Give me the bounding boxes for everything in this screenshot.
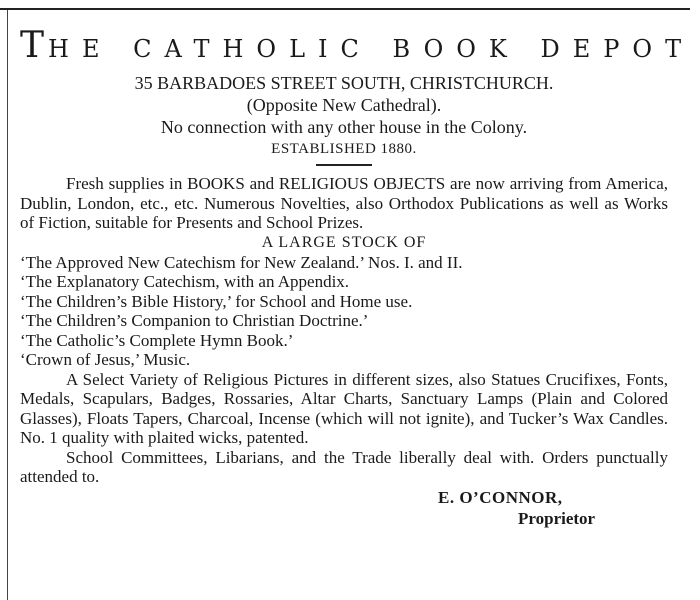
proprietor-name: E. O’CONNOR,	[438, 487, 563, 507]
stock-item: ‘The Children’s Companion to Christian Doctrine.’	[20, 311, 369, 330]
stock-item: ‘The Children’s Bible History,’ for School and Home use.	[20, 291, 413, 311]
stock-item: ‘The Approved New Catechism for New Zealand.’ Nos. I. and II.	[20, 252, 463, 272]
stock-item: ‘The Explanatory Catechism, with an Appendix.	[20, 272, 350, 291]
stock-item: ‘Crown of Jesus,’ Music.	[20, 350, 191, 369]
proprietor-title: Proprietor	[518, 508, 596, 528]
pictures-paragraph: A Select Variety of Religious Pictures in different sizes, also Statues Crucifixes, Fonts, Medals, Scapulars, Badges, Rossaries, Altar Charts, Sanctuary Lamps (Plain and Colored Glasses), Floats Tapers, Charcoal, Incense (which will not ignite), and Tucker’s Wax Candles. No. 1 quality with plaited wicks, patented.	[20, 369, 668, 447]
ad-title	[20, 25, 695, 72]
left-border-rule	[7, 10, 8, 600]
address-line: 35 BARBADOES STREET SOUTH, CHRISTCHURCH.	[134, 73, 554, 93]
location-note: (Opposite New Cathedral).	[246, 95, 442, 115]
title-initial: T	[20, 25, 49, 66]
established-line: ESTABLISHED 1880.	[271, 141, 417, 157]
committees-paragraph: School Committees, Libarians, and the Trade liberally deal with. Orders punctually attended to.	[20, 447, 668, 486]
disclaimer-line: No connection with any other house in the Colony.	[160, 117, 528, 137]
intro-paragraph: Fresh supplies in BOOKS and RELIGIOUS OBJECTS are now arriving from America, Dublin, London, etc., etc. Numerous Novelties, also Orthodox Publications as well as Works of Fiction, suitable for Presents and School Prizes.	[20, 174, 668, 232]
stock-heading: A LARGE STOCK OF	[261, 233, 427, 251]
ad-body	[20, 174, 668, 487]
top-border-rule	[0, 8, 690, 10]
signature-block	[20, 487, 668, 531]
stock-list	[20, 253, 668, 370]
advertisement	[20, 25, 695, 531]
stock-item: ‘The Catholic’s Complete Hymn Book.’	[20, 330, 294, 350]
title-text: HE CATHOLIC BOOK DEPOT	[48, 35, 695, 63]
divider-rule	[316, 164, 372, 166]
